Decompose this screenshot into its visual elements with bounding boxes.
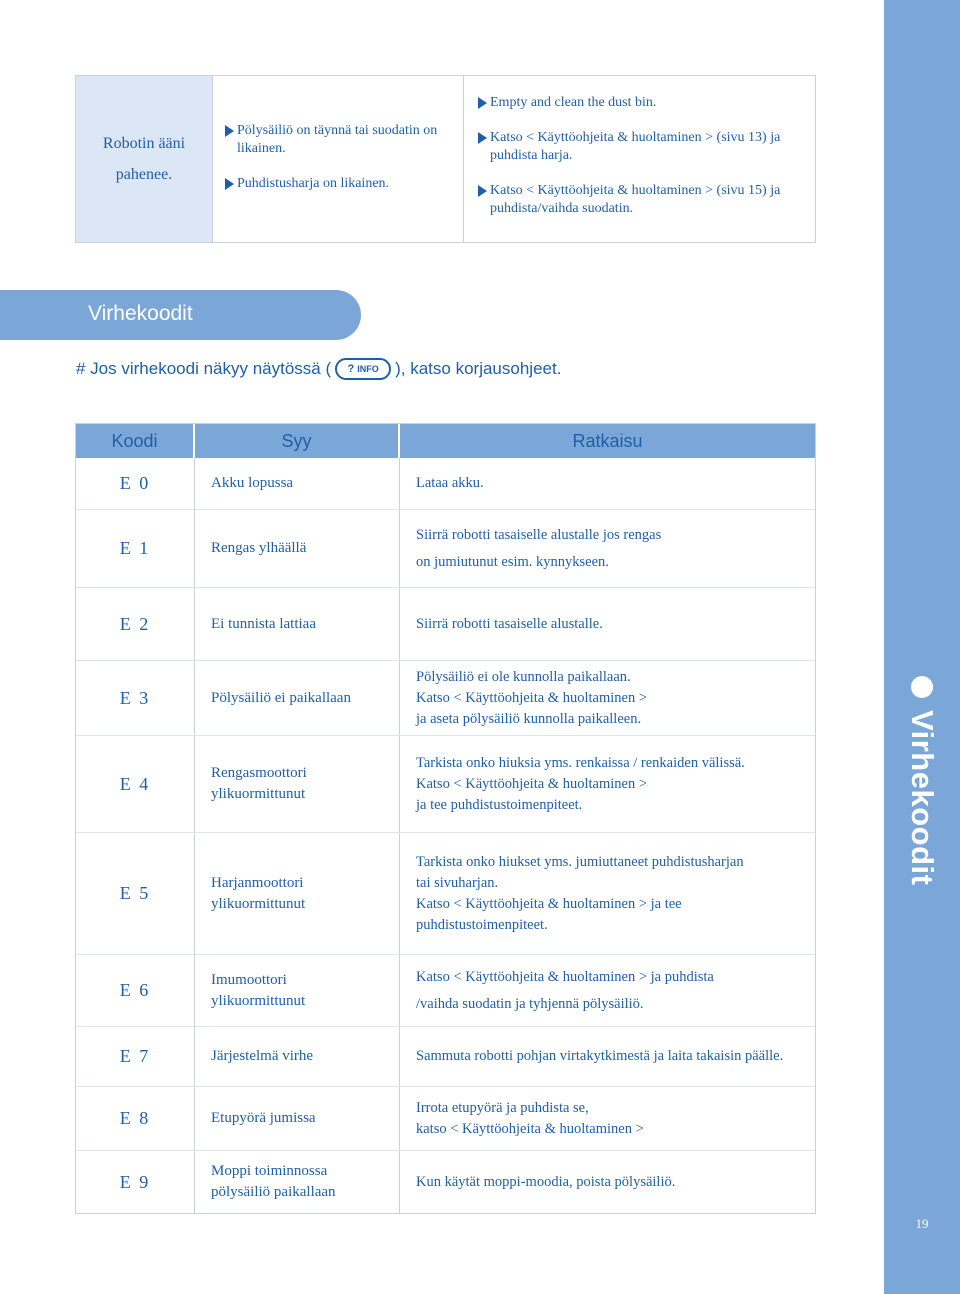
row-code: E 9 xyxy=(76,1151,195,1213)
error-code-note xyxy=(76,358,561,380)
cause-item: Puhdistusharja on likainen. xyxy=(225,175,457,193)
problem-heading: Robotin ääni pahenee. xyxy=(102,135,186,183)
row-code: E 2 xyxy=(76,588,195,660)
row-cause: Järjestelmä virhe xyxy=(195,1027,400,1086)
row-solution: Irrota etupyörä ja puhdista se, katso < Käyttöohjeita & huoltaminen > xyxy=(416,1099,644,1137)
table-row xyxy=(76,954,815,1026)
row-code: E 8 xyxy=(76,1087,195,1150)
table-row xyxy=(76,660,815,735)
problem-heading-cell xyxy=(76,76,213,242)
row-cause: Imumoottori ylikuormittunut xyxy=(195,955,400,1026)
side-tab-dot-icon xyxy=(911,676,933,698)
row-code: E 6 xyxy=(76,955,195,1026)
note-text-before: # Jos virhekoodi näkyy näytössä ( xyxy=(76,359,332,378)
row-solution: Katso < Käyttöohjeita & huoltaminen > ja puhdista /vaihda suodatin ja tyhjennä pölysäiliö. xyxy=(416,968,714,1012)
table-row xyxy=(76,509,815,587)
info-icon-symbol: ? xyxy=(347,363,355,375)
cause-cell xyxy=(213,76,464,242)
row-code: E 3 xyxy=(76,661,195,735)
table-body xyxy=(76,458,815,1213)
row-solution: Siirrä robotti tasaiselle alustalle jos rengas on jumiutunut esim. kynnykseen. xyxy=(416,526,662,570)
row-solution: Siirrä robotti tasaiselle alustalle. xyxy=(416,615,603,632)
solution-item: Katso < Käyttöohjeita & huoltaminen > (sivu 13) ja puhdista harja. xyxy=(478,129,809,165)
row-cause: Pölysäiliö ei paikallaan xyxy=(195,661,400,735)
troubleshooting-table xyxy=(75,75,816,243)
table-row xyxy=(76,1086,815,1150)
solution-item: Empty and clean the dust bin. xyxy=(478,94,809,112)
section-heading xyxy=(0,290,361,340)
row-code: E 0 xyxy=(76,458,195,509)
header-code: Koodi xyxy=(76,424,195,458)
solution-item: Katso < Käyttöohjeita & huoltaminen > (sivu 15) ja puhdista/vaihda suodatin. xyxy=(478,182,809,218)
row-cause: Moppi toiminnossa pölysäiliö paikallaan xyxy=(195,1151,400,1213)
row-cause: Harjanmoottori ylikuormittunut xyxy=(195,833,400,954)
page-number: 19 xyxy=(915,1216,929,1231)
side-tab-label: Virhekoodit xyxy=(905,710,940,886)
row-code: E 5 xyxy=(76,833,195,954)
header-cause: Syy xyxy=(195,424,400,458)
note-text-after: ), katso korjausohjeet. xyxy=(395,359,562,378)
error-code-table xyxy=(75,423,816,1214)
row-cause: Ei tunnista lattiaa xyxy=(195,588,400,660)
row-solution: Kun käytät moppi-moodia, poista pölysäiliö. xyxy=(416,1173,676,1190)
row-solution: Lataa akku. xyxy=(416,475,484,491)
table-row xyxy=(76,1150,815,1213)
header-solution: Ratkaisu xyxy=(572,430,643,451)
row-code: E 7 xyxy=(76,1027,195,1086)
row-solution: Sammuta robotti pohjan virtakytkimestä ja laita takaisin päälle. xyxy=(416,1048,784,1064)
table-row xyxy=(76,587,815,660)
row-solution: Tarkista onko hiukset yms. jumiuttaneet puhdistusharjan tai sivuharjan. Katso < Käyttöohjeita & huoltaminen > ja tee puhdistustoimenpiteet. xyxy=(416,853,744,933)
solution-cell xyxy=(464,76,815,242)
side-tab xyxy=(884,0,960,1294)
table-row xyxy=(76,1026,815,1086)
row-code: E 4 xyxy=(76,736,195,832)
section-title: Virhekoodit xyxy=(88,302,193,325)
row-cause: Etupyörä jumissa xyxy=(195,1087,400,1150)
cause-item: Pölysäiliö on täynnä tai suodatin on likainen. xyxy=(225,122,457,158)
info-icon-label: INFO xyxy=(357,364,379,374)
info-icon xyxy=(335,358,391,380)
table-header xyxy=(76,424,815,458)
row-cause: Rengasmoottori ylikuormittunut xyxy=(195,736,400,832)
table-row xyxy=(76,735,815,832)
row-cause: Rengas ylhäällä xyxy=(195,510,400,587)
row-code: E 1 xyxy=(76,510,195,587)
row-cause: Akku lopussa xyxy=(195,458,400,509)
table-row xyxy=(76,458,815,509)
row-solution: Pölysäiliö ei ole kunnolla paikallaan. Katso < Käyttöohjeita & huoltaminen > ja aseta pölysäiliö kunnolla paikalleen. xyxy=(416,668,647,727)
table-row xyxy=(76,832,815,954)
row-solution: Tarkista onko hiuksia yms. renkaissa / renkaiden välissä. Katso < Käyttöohjeita & huoltaminen > ja tee puhdistustoimenpiteet. xyxy=(416,754,745,813)
